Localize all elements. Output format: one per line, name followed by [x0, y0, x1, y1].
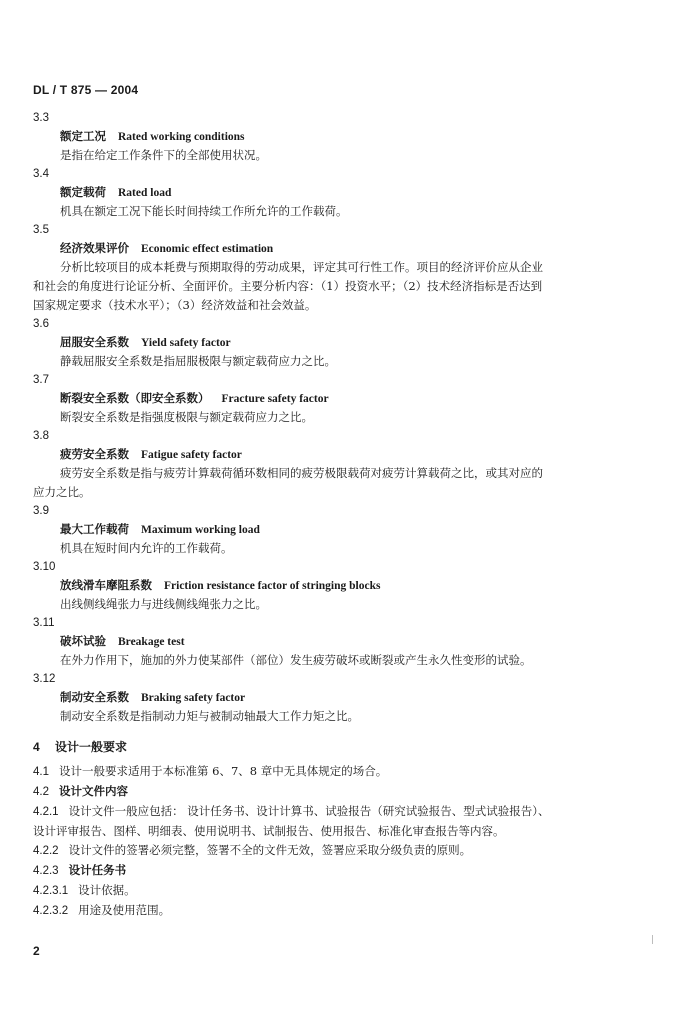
term-definition — [33, 258, 623, 315]
term-definition — [33, 707, 623, 726]
term-entry — [33, 222, 623, 315]
term-entry — [33, 615, 623, 670]
term-number: 3.8 — [33, 430, 49, 442]
clause-item — [33, 762, 623, 782]
term-title-en: Rated load — [118, 187, 172, 199]
scan-edge-mark — [652, 935, 653, 944]
clause-number: 4.2.3.1 — [33, 885, 69, 897]
section-title-text: 设计一般要求 — [55, 740, 128, 754]
section-number: 4 — [33, 740, 40, 754]
clause-item — [33, 861, 623, 881]
term-title-en: Fatigue safety factor — [141, 449, 242, 461]
page-content — [33, 110, 623, 921]
clause-number: 4.2.2 — [33, 845, 59, 857]
clause-text: 设计文件一般应包括： 设计任务书、设计计算书、试验报告（研究试验报告、型式试验报告）、 — [68, 804, 550, 818]
clause-item — [33, 881, 623, 901]
term-title-en: Breakage test — [118, 636, 185, 648]
clause-item — [33, 782, 623, 802]
definition-line: 制动安全系数是指制动力矩与被制动轴最大工作力矩之比。 — [60, 709, 359, 723]
clause-text: 设计文件的签署必须完整，签署不全的文件无效，签署应采取分级负责的原则。 — [68, 843, 472, 857]
term-title — [33, 127, 623, 146]
term-entry — [33, 372, 623, 427]
standard-code-header: DL / T 875 — 2004 — [33, 83, 139, 97]
section-heading — [33, 736, 623, 758]
definition-line: 疲劳安全系数是指与疲劳计算载荷循环数相同的疲劳极限载荷对疲劳计算载荷之比，或其对应的 — [60, 466, 543, 480]
definition-line: 静载屈服安全系数是指屈服极限与额定载荷应力之比。 — [60, 354, 336, 368]
term-number: 3.12 — [33, 673, 56, 685]
clause-number: 4.2.1 — [33, 806, 59, 818]
term-entry — [33, 316, 623, 371]
definition-line: 国家规定要求（技术水平）；（3）经济效益和社会效益。 — [33, 298, 317, 312]
term-number: 3.11 — [33, 617, 55, 629]
term-definition — [33, 146, 623, 165]
term-title — [33, 632, 623, 651]
definition-line: 和社会的角度进行论证分析、全面评价。主要分析内容：（1）投资水平；（2）技术经济指标是否达到 — [33, 279, 543, 293]
term-title — [33, 576, 623, 595]
term-definition — [33, 202, 623, 221]
term-title-zh: 屈服安全系数 — [60, 335, 129, 349]
term-entry — [33, 559, 623, 614]
clause-item — [33, 802, 623, 841]
term-title-zh: 破坏试验 — [60, 634, 106, 648]
term-title-zh: 制动安全系数 — [60, 690, 129, 704]
clause-text: 设计依据。 — [78, 883, 136, 897]
term-title-zh: 放线滑车摩阻系数 — [60, 578, 152, 592]
page-number: 2 — [33, 944, 40, 958]
term-number: 3.4 — [33, 168, 49, 180]
term-title-zh: 经济效果评价 — [60, 241, 129, 255]
term-title — [33, 239, 623, 258]
clause-number: 4.1 — [33, 766, 49, 778]
term-title — [33, 520, 623, 539]
term-title-zh: 额定工况 — [60, 129, 106, 143]
clause-text: 设计任务书 — [68, 863, 127, 877]
term-number: 3.9 — [33, 505, 49, 517]
definition-line: 应力之比。 — [33, 485, 91, 499]
term-entry — [33, 110, 623, 165]
definition-line: 是指在给定工作条件下的全部使用状况。 — [60, 148, 267, 162]
definition-line: 在外力作用下，施加的外力使某部件（部位）发生疲劳破坏或断裂或产生永久性变形的试验。 — [60, 653, 532, 667]
term-number: 3.10 — [33, 561, 56, 573]
term-title-en: Yield safety factor — [141, 337, 231, 349]
term-number: 3.3 — [33, 112, 49, 124]
clause-item — [33, 841, 623, 861]
term-definition — [33, 408, 623, 427]
clause-number: 4.2.3.2 — [33, 905, 69, 917]
term-title — [33, 333, 623, 352]
definition-line: 机具在短时间内允许的工作载荷。 — [60, 541, 233, 555]
term-title-en: Braking safety factor — [141, 692, 246, 704]
term-title — [33, 688, 623, 707]
clause-text: 设计文件内容 — [59, 784, 128, 798]
term-number: 3.5 — [33, 224, 49, 236]
term-entry — [33, 428, 623, 502]
term-title-en: Fracture safety factor — [221, 393, 329, 405]
term-definition — [33, 464, 623, 502]
term-title-en: Rated working conditions — [118, 131, 245, 143]
definition-line: 分析比较项目的成本耗费与预期取得的劳动成果，评定其可行性工作。项目的经济评价应从企业 — [60, 260, 543, 274]
term-title-en: Friction resistance factor of stringing blocks — [164, 580, 381, 592]
term-definition — [33, 651, 623, 670]
term-definition — [33, 352, 623, 371]
term-title-zh: 疲劳安全系数 — [60, 447, 129, 461]
term-title-zh: 最大工作载荷 — [60, 522, 129, 536]
term-title-zh: 额定载荷 — [60, 185, 106, 199]
term-entry — [33, 503, 623, 558]
definition-line: 机具在额定工况下能长时间持续工作所允许的工作载荷。 — [60, 204, 348, 218]
term-title-en: Maximum working load — [141, 524, 260, 536]
clause-item — [33, 901, 623, 921]
definition-line: 断裂安全系数是指强度极限与额定载荷应力之比。 — [60, 410, 313, 424]
term-title-zh: 断裂安全系数（即安全系数） — [60, 391, 210, 405]
term-definition — [33, 595, 623, 614]
term-title — [33, 389, 623, 408]
term-title — [33, 183, 623, 202]
term-entry — [33, 166, 623, 221]
term-definition — [33, 539, 623, 558]
term-entry — [33, 671, 623, 726]
term-title-en: Economic effect estimation — [141, 243, 274, 255]
clause-text: 用途及使用范围。 — [78, 903, 171, 917]
term-number: 3.6 — [33, 318, 49, 330]
definition-line: 出线侧线绳张力与进线侧线绳张力之比。 — [60, 597, 267, 611]
clause-number: 4.2.3 — [33, 865, 59, 877]
clause-text: 设计一般要求适用于本标准第 6、7、8 章中无具体规定的场合。 — [59, 764, 388, 778]
term-number: 3.7 — [33, 374, 49, 386]
clause-number: 4.2 — [33, 786, 49, 798]
term-title — [33, 445, 623, 464]
clause-continuation: 设计评审报告、图样、明细表、使用说明书、试制报告、使用报告、标准化审查报告等内容。 — [33, 824, 505, 838]
